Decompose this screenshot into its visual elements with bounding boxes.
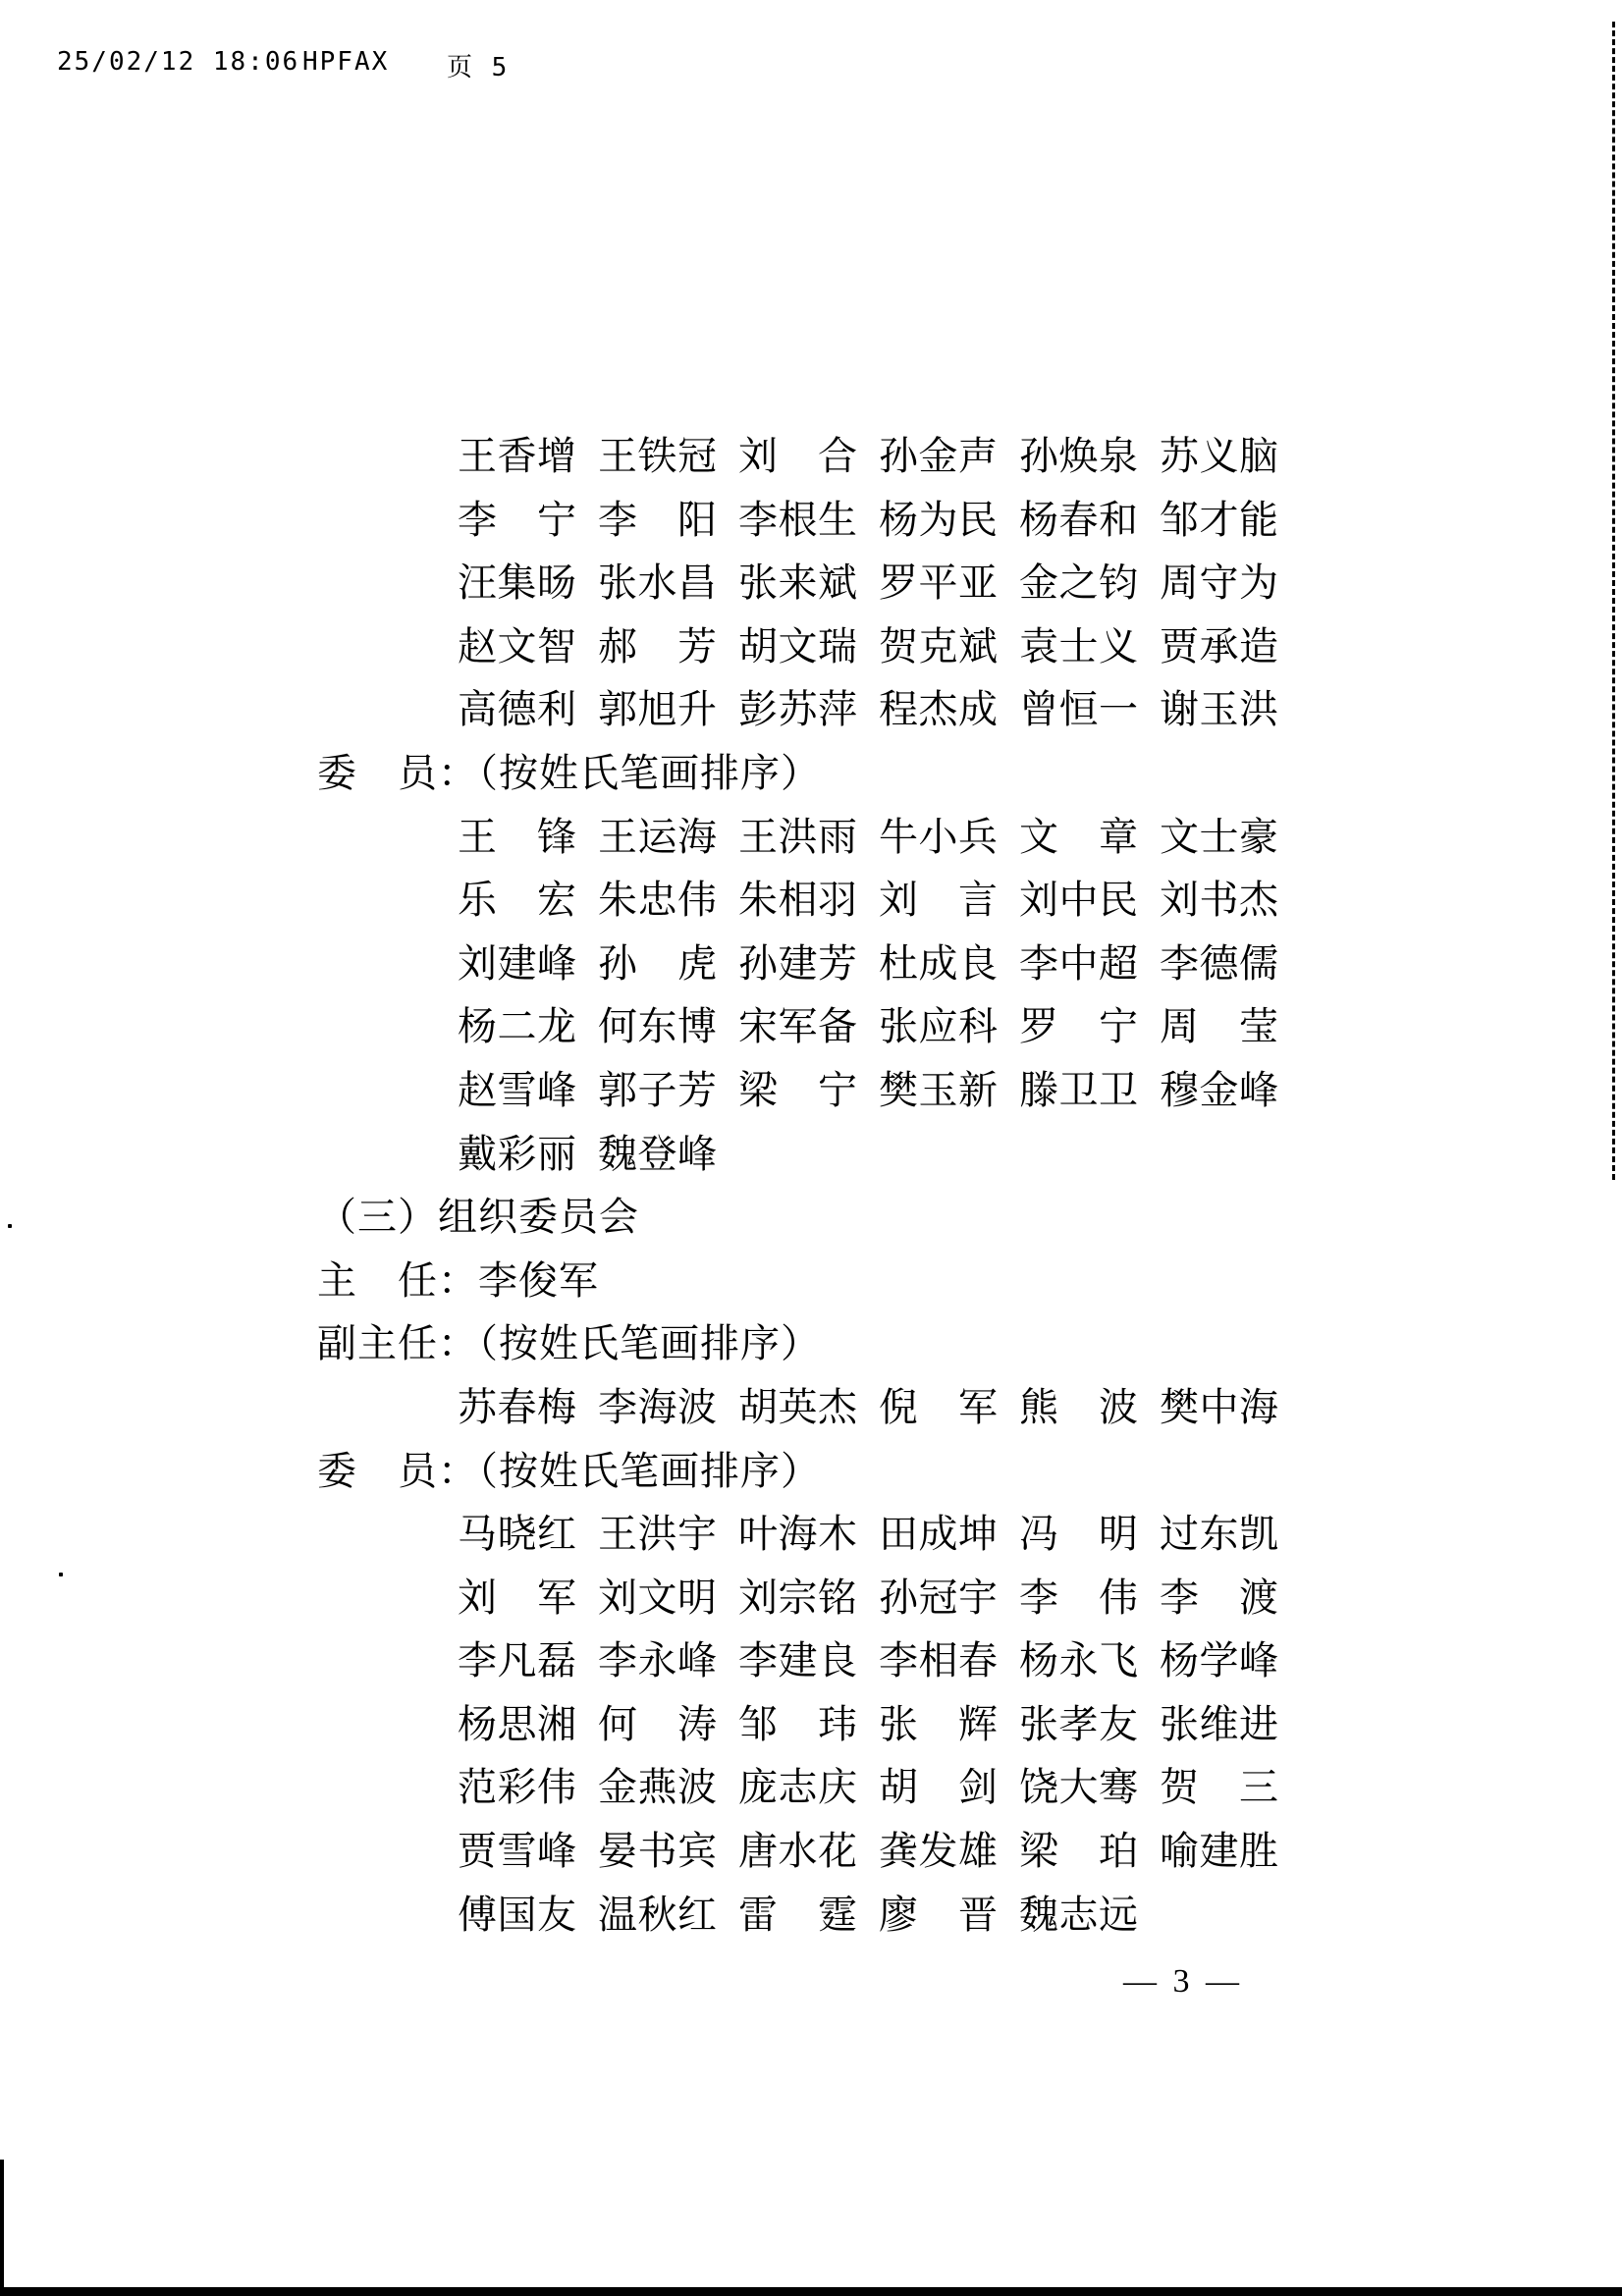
scan-speck: [59, 1573, 63, 1576]
person-name: 赵雪峰: [458, 1067, 576, 1112]
names-row: [317, 678, 1358, 742]
person-name: 王 锋: [458, 814, 576, 859]
person-name: 李海波: [598, 1384, 717, 1429]
person-name: 胡文瑞: [738, 623, 857, 668]
person-name: 刘 合: [738, 434, 857, 478]
person-name: 王运海: [598, 814, 717, 859]
person-name: 廖 晋: [879, 1892, 998, 1937]
person-name: 张维进: [1160, 1701, 1278, 1746]
person-name: 乐 宏: [458, 878, 576, 923]
person-name: 宋军备: [738, 1004, 857, 1049]
person-name: 程杰成: [879, 687, 998, 732]
person-name: 牛小兵: [879, 814, 998, 859]
names-row: [317, 806, 1358, 870]
names-row: [317, 552, 1358, 615]
names-grid: [458, 1503, 1358, 1567]
person-name: 李根生: [738, 497, 857, 542]
person-name: 叶海木: [738, 1512, 857, 1557]
person-name: 刘建峰: [458, 940, 576, 986]
person-name: 罗平亚: [879, 561, 998, 606]
names-grid: [458, 1059, 1358, 1123]
names-grid: [458, 1884, 1358, 1948]
person-name: 李 宁: [458, 497, 576, 542]
scan-speck: [8, 1224, 12, 1228]
names-grid: [458, 869, 1358, 933]
person-name: 魏登峰: [598, 1131, 717, 1176]
person-name: 温秋红: [598, 1892, 717, 1937]
names-row: [317, 1123, 1358, 1187]
person-name: 傅国友: [458, 1892, 576, 1937]
person-name: 樊玉新: [879, 1067, 998, 1112]
person-name: 孙焕泉: [1019, 434, 1138, 478]
fax-header: [57, 47, 565, 83]
person-name: 朱相羽: [738, 878, 857, 923]
person-name: 苏义脑: [1160, 434, 1278, 478]
person-name: 梁 宁: [738, 1067, 857, 1112]
person-name: 李德儒: [1160, 940, 1278, 986]
person-name: 王香增: [458, 434, 576, 478]
person-name: 唐水花: [738, 1829, 857, 1874]
person-name: 龚发雄: [879, 1829, 998, 1874]
person-name: 李 伟: [1019, 1575, 1138, 1620]
person-name: 孙冠宇: [879, 1575, 998, 1620]
names-row: [317, 995, 1358, 1059]
names-row: [317, 615, 1358, 679]
names-row: [317, 869, 1358, 933]
person-name: 贾雪峰: [458, 1829, 576, 1874]
person-name: 周守为: [1160, 561, 1278, 606]
person-name: 范彩伟: [458, 1765, 576, 1810]
person-name: 王铁冠: [598, 434, 717, 478]
person-name: 倪 军: [879, 1384, 998, 1429]
person-name: 杨春和: [1019, 497, 1138, 542]
document-body: [317, 425, 1358, 1947]
page-number: — 3 —: [1123, 1963, 1243, 2000]
person-name: 熊 波: [1019, 1384, 1138, 1429]
names-grid: [458, 615, 1358, 679]
names-row: [317, 1567, 1358, 1630]
names-row: [317, 933, 1358, 996]
person-name: 杨永飞: [1019, 1638, 1138, 1683]
person-name: 孙金声: [879, 434, 998, 478]
person-name: 文士豪: [1160, 814, 1278, 859]
person-name: 金燕波: [598, 1765, 717, 1810]
person-name: 邹 玮: [738, 1701, 857, 1746]
names-grid: [458, 489, 1358, 553]
person-name: 邹才能: [1160, 497, 1278, 542]
person-name: 李中超: [1019, 940, 1138, 986]
person-name: 胡 剑: [879, 1765, 998, 1810]
names-row: [317, 1820, 1358, 1884]
fax-datetime: 25/02/12 18:06: [57, 47, 300, 77]
person-name: 滕卫卫: [1019, 1067, 1138, 1112]
person-name: 杜成良: [879, 940, 998, 986]
scan-edge-artifact-left: [0, 2160, 4, 2288]
section-heading: [317, 1186, 1358, 1250]
role-label: [317, 1250, 1358, 1313]
names-row: [317, 1376, 1358, 1440]
names-row: [317, 489, 1358, 553]
person-name: 贾承造: [1160, 623, 1278, 668]
person-name: 郭子芳: [598, 1067, 717, 1112]
person-name: 郝 芳: [598, 623, 717, 668]
scan-edge-artifact-right: [1612, 22, 1615, 1180]
person-name: 郭旭升: [598, 687, 717, 732]
person-name: 罗 宁: [1019, 1004, 1138, 1049]
names-grid: [458, 1629, 1358, 1693]
person-name: 梁 珀: [1019, 1829, 1138, 1874]
person-name: 樊中海: [1160, 1384, 1278, 1429]
names-grid: [458, 1820, 1358, 1884]
person-name: 晏书宾: [598, 1829, 717, 1874]
role-label: [317, 1440, 1358, 1504]
person-name: 刘 军: [458, 1575, 576, 1620]
person-name: 刘宗铭: [738, 1575, 857, 1620]
person-name: 汪集旸: [458, 561, 576, 606]
person-name: 袁士义: [1019, 623, 1138, 668]
role-label-text: 委 员：（按姓氏笔画排序）: [317, 1448, 821, 1493]
person-name: 杨思湘: [458, 1701, 576, 1746]
person-name: 高德利: [458, 687, 576, 732]
person-name: 马晓红: [458, 1512, 576, 1557]
names-row: [317, 1629, 1358, 1693]
person-name: 李建良: [738, 1638, 857, 1683]
person-name: 胡英杰: [738, 1384, 857, 1429]
names-row: [317, 1693, 1358, 1757]
names-grid: [458, 425, 1358, 489]
person-name: 魏志远: [1019, 1892, 1138, 1937]
role-label-text: 主 任：李俊军: [317, 1257, 599, 1303]
fax-page-label: 页 5: [447, 53, 510, 82]
person-name: 雷 霆: [738, 1892, 857, 1937]
names-grid: [458, 1123, 1358, 1187]
names-row: [317, 1756, 1358, 1820]
person-name: 彭苏萍: [738, 687, 857, 732]
person-name: 朱忠伟: [598, 878, 717, 923]
role-label: [317, 1312, 1358, 1376]
person-name: 曾恒一: [1019, 687, 1138, 732]
person-name: 孙建芳: [738, 940, 857, 986]
person-name: 张来斌: [738, 561, 857, 606]
person-name: 张 辉: [879, 1701, 998, 1746]
person-name: 张孝友: [1019, 1701, 1138, 1746]
person-name: 庞志庆: [738, 1765, 857, 1810]
names-grid: [458, 1376, 1358, 1440]
person-name: 冯 明: [1019, 1512, 1138, 1557]
person-name: 何 涛: [598, 1701, 717, 1746]
person-name: 田成坤: [879, 1512, 998, 1557]
fax-device-name: HPFAX: [302, 47, 390, 77]
role-label-text: 副主任：（按姓氏笔画排序）: [317, 1321, 821, 1366]
person-name: 刘 言: [879, 878, 998, 923]
names-grid: [458, 933, 1358, 996]
person-name: 戴彩丽: [458, 1131, 576, 1176]
person-name: 喻建胜: [1160, 1829, 1278, 1874]
person-name: 李凡磊: [458, 1638, 576, 1683]
person-name: 张应科: [879, 1004, 998, 1049]
person-name: 李永峰: [598, 1638, 717, 1683]
person-name: 王洪雨: [738, 814, 857, 859]
person-name: 文 章: [1019, 814, 1138, 859]
person-name: 赵文智: [458, 623, 576, 668]
names-grid: [458, 1693, 1358, 1757]
person-name: 刘书杰: [1160, 878, 1278, 923]
names-grid: [458, 552, 1358, 615]
role-label: [317, 742, 1358, 806]
names-grid: [458, 995, 1358, 1059]
names-row: [317, 425, 1358, 489]
person-name: 杨学峰: [1160, 1638, 1278, 1683]
scan-edge-artifact-bottom: [0, 2287, 1622, 2296]
person-name: 金之钧: [1019, 561, 1138, 606]
person-name: 饶大骞: [1019, 1765, 1138, 1810]
person-name: 李 渡: [1160, 1575, 1278, 1620]
names-row: [317, 1503, 1358, 1567]
names-grid: [458, 1567, 1358, 1630]
person-name: 刘中民: [1019, 878, 1138, 923]
person-name: 李 阳: [598, 497, 717, 542]
names-grid: [458, 678, 1358, 742]
person-name: 刘文明: [598, 1575, 717, 1620]
person-name: 周 莹: [1160, 1004, 1278, 1049]
person-name: 谢玉洪: [1160, 687, 1278, 732]
person-name: 杨二龙: [458, 1004, 576, 1049]
role-label-text: 委 员：（按姓氏笔画排序）: [317, 750, 821, 795]
person-name: 何东博: [598, 1004, 717, 1049]
person-name: 贺克斌: [879, 623, 998, 668]
person-name: 杨为民: [879, 497, 998, 542]
person-name: 过东凯: [1160, 1512, 1278, 1557]
person-name: 苏春梅: [458, 1384, 576, 1429]
person-name: 贺 三: [1160, 1765, 1278, 1810]
names-grid: [458, 1756, 1358, 1820]
person-name: 孙 虎: [598, 940, 717, 986]
names-row: [317, 1884, 1358, 1948]
names-grid: [458, 806, 1358, 870]
section-heading-text: （三）组织委员会: [317, 1195, 639, 1240]
person-name: 王洪宇: [598, 1512, 717, 1557]
person-name: 张水昌: [598, 561, 717, 606]
person-name: 穆金峰: [1160, 1067, 1278, 1112]
person-name: 李相春: [879, 1638, 998, 1683]
names-row: [317, 1059, 1358, 1123]
